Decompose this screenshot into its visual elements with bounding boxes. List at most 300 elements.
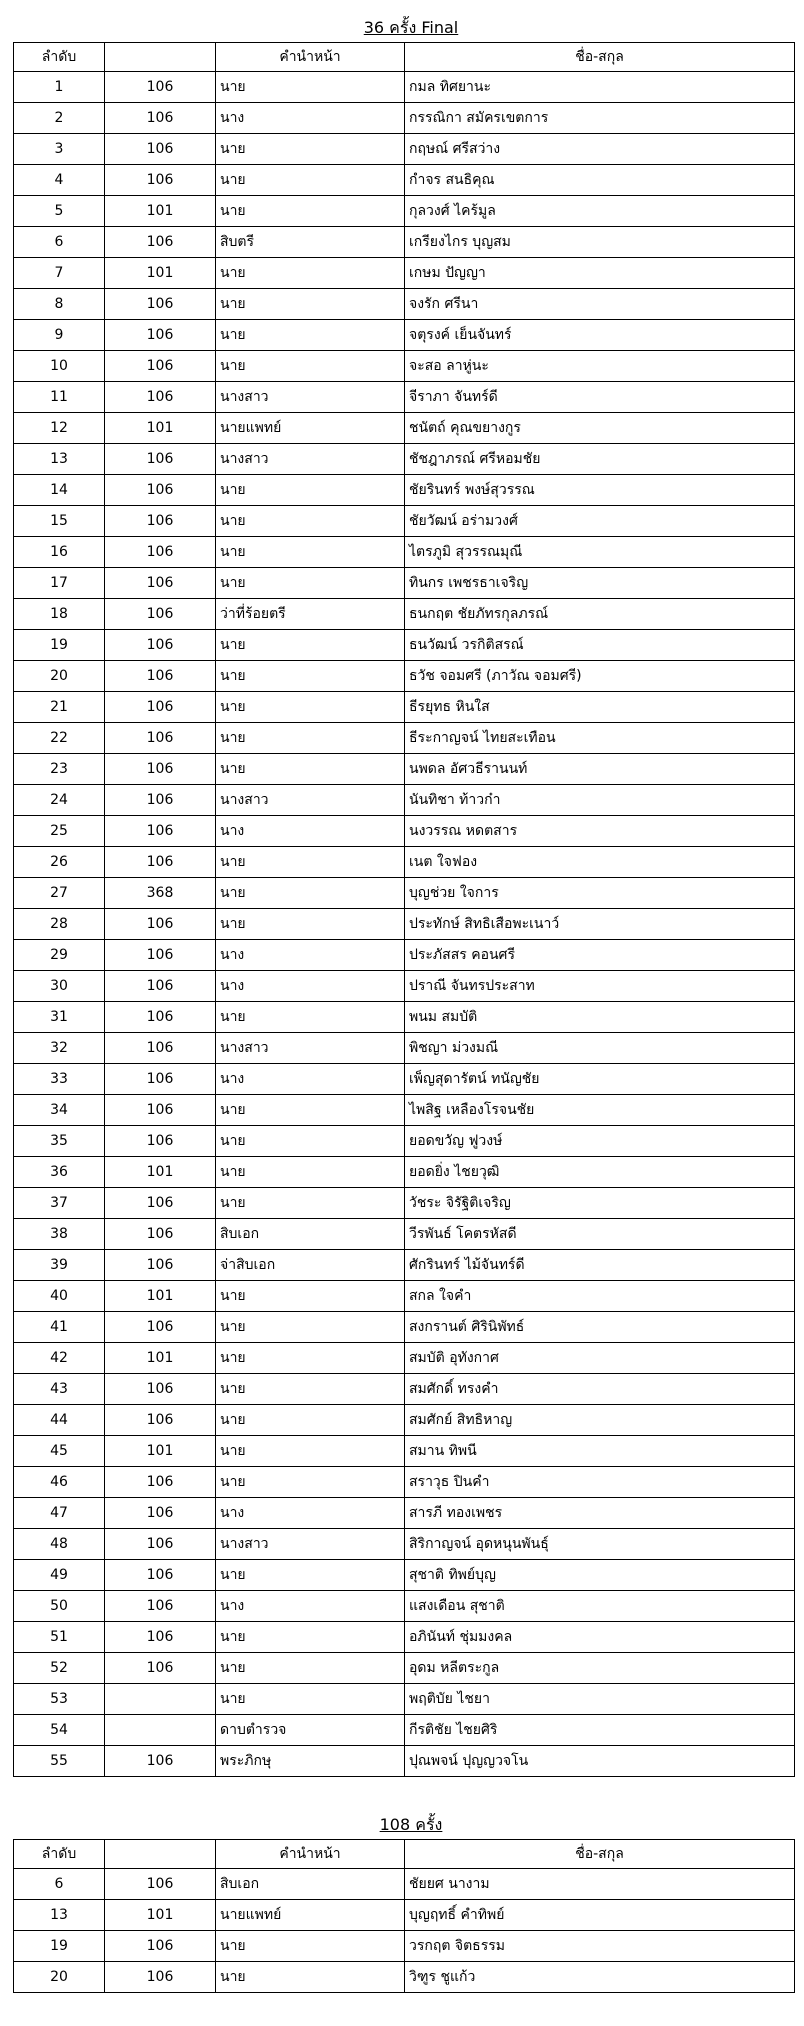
table-row: [14, 723, 795, 754]
row-prefix: นาย: [216, 692, 405, 723]
row-code: 106: [105, 661, 216, 692]
row-no: 12: [14, 413, 105, 444]
row-no: 8: [14, 289, 105, 320]
row-code: 106: [105, 1405, 216, 1436]
row-prefix: พระภิกษุ: [216, 1746, 405, 1777]
row-no: 6: [14, 227, 105, 258]
row-name: ไตรภูมิ สุวรรณมุณี: [405, 537, 795, 568]
row-prefix: นาง: [216, 940, 405, 971]
header-code: [105, 1840, 216, 1869]
row-code: 106: [105, 1064, 216, 1095]
section1-title: 36 ครั้ง Final: [363, 18, 459, 37]
row-no: 43: [14, 1374, 105, 1405]
row-name: ปราณี จันทรประสาท: [405, 971, 795, 1002]
section2-table: [13, 1839, 795, 1993]
row-no: 54: [14, 1715, 105, 1746]
row-prefix: นาย: [216, 1684, 405, 1715]
row-prefix: ดาบตำรวจ: [216, 1715, 405, 1746]
row-no: 46: [14, 1467, 105, 1498]
row-code: 106: [105, 1529, 216, 1560]
row-name: เกรียงไกร บุญสม: [405, 227, 795, 258]
row-no: 50: [14, 1591, 105, 1622]
row-code: 106: [105, 134, 216, 165]
row-prefix: นาย: [216, 475, 405, 506]
row-prefix: นาย: [216, 134, 405, 165]
row-prefix: นาย: [216, 754, 405, 785]
table-row: [14, 227, 795, 258]
row-prefix: นาย: [216, 1002, 405, 1033]
row-code: 106: [105, 537, 216, 568]
row-code: 106: [105, 1931, 216, 1962]
table-row: [14, 1436, 795, 1467]
row-prefix: นาย: [216, 196, 405, 227]
row-code: 106: [105, 1560, 216, 1591]
row-no: 27: [14, 878, 105, 909]
table-row: [14, 1405, 795, 1436]
row-prefix: นาง: [216, 1498, 405, 1529]
row-no: 14: [14, 475, 105, 506]
row-prefix: นาย: [216, 1931, 405, 1962]
row-name: สุชาติ ทิพย์บุญ: [405, 1560, 795, 1591]
row-prefix: นาย: [216, 909, 405, 940]
row-name: ยอดขวัญ ฟูวงษ์: [405, 1126, 795, 1157]
row-no: 19: [14, 1931, 105, 1962]
row-prefix: นางสาว: [216, 444, 405, 475]
table-row: [14, 599, 795, 630]
table-row: [14, 630, 795, 661]
row-name: วิฑูร ชูแก้ว: [405, 1962, 795, 1993]
row-prefix: นาย: [216, 1467, 405, 1498]
table-row: [14, 103, 795, 134]
table-row: [14, 816, 795, 847]
row-name: กุลวงศ์ ไคร้มูล: [405, 196, 795, 227]
row-name: บุญช่วย ใจการ: [405, 878, 795, 909]
row-code: 106: [105, 1653, 216, 1684]
row-name: พิชญา ม่วงมณี: [405, 1033, 795, 1064]
row-no: 26: [14, 847, 105, 878]
row-no: 25: [14, 816, 105, 847]
row-no: 35: [14, 1126, 105, 1157]
row-name: พฤติบัย ไชยา: [405, 1684, 795, 1715]
row-code: 106: [105, 1498, 216, 1529]
row-no: 10: [14, 351, 105, 382]
row-code: 106: [105, 1622, 216, 1653]
row-prefix: นาง: [216, 103, 405, 134]
row-code: 106: [105, 1126, 216, 1157]
section2-title: 108 ครั้ง: [379, 1815, 443, 1834]
table-row: [14, 940, 795, 971]
row-prefix: นาย: [216, 723, 405, 754]
table-row: [14, 1250, 795, 1281]
table-header-row: [14, 1840, 795, 1869]
table-row: [14, 165, 795, 196]
row-no: 20: [14, 1962, 105, 1993]
row-no: 29: [14, 940, 105, 971]
table-row: [14, 475, 795, 506]
row-prefix: นาย: [216, 1281, 405, 1312]
row-no: 24: [14, 785, 105, 816]
table-row: [14, 320, 795, 351]
row-name: ประทักษ์ สิทธิเสือพะเนาว์: [405, 909, 795, 940]
table-row: [14, 1033, 795, 1064]
row-code: 106: [105, 971, 216, 1002]
row-no: 36: [14, 1157, 105, 1188]
table-row: [14, 1869, 795, 1900]
row-no: 6: [14, 1869, 105, 1900]
row-code: 106: [105, 568, 216, 599]
table-row: [14, 1157, 795, 1188]
table-row: [14, 196, 795, 227]
table-row: [14, 847, 795, 878]
row-prefix: จ่าสิบเอก: [216, 1250, 405, 1281]
row-no: 28: [14, 909, 105, 940]
row-code: [105, 1715, 216, 1746]
header-no: ลำดับ: [14, 1840, 105, 1869]
table-row: [14, 1746, 795, 1777]
row-code: 106: [105, 320, 216, 351]
row-no: 9: [14, 320, 105, 351]
row-prefix: นางสาว: [216, 1529, 405, 1560]
row-name: ปุณพจน์ ปุญญวจโน: [405, 1746, 795, 1777]
table-row: [14, 1281, 795, 1312]
row-name: ชนัตถ์ คุณขยางกูร: [405, 413, 795, 444]
row-no: 2: [14, 103, 105, 134]
row-name: เนต ใจฟอง: [405, 847, 795, 878]
row-name: ศักรินทร์ ไม้จันทร์ดี: [405, 1250, 795, 1281]
row-prefix: นาย: [216, 165, 405, 196]
row-no: 1: [14, 72, 105, 103]
row-prefix: นาย: [216, 289, 405, 320]
row-prefix: นาย: [216, 537, 405, 568]
row-name: ทินกร เพชรธาเจริญ: [405, 568, 795, 599]
table-row: [14, 1900, 795, 1931]
table-row: [14, 1095, 795, 1126]
row-no: 45: [14, 1436, 105, 1467]
row-code: 106: [105, 1250, 216, 1281]
row-prefix: นาย: [216, 1188, 405, 1219]
row-prefix: นาย: [216, 630, 405, 661]
table-row: [14, 1591, 795, 1622]
row-code: 106: [105, 630, 216, 661]
table-row: [14, 1188, 795, 1219]
row-code: 106: [105, 754, 216, 785]
row-no: 13: [14, 444, 105, 475]
row-prefix: นาย: [216, 1157, 405, 1188]
row-name: ธนวัฒน์ วรกิติสรณ์: [405, 630, 795, 661]
row-no: 22: [14, 723, 105, 754]
row-prefix: นาย: [216, 568, 405, 599]
row-code: 106: [105, 227, 216, 258]
header-prefix: คำนำหน้า: [216, 43, 405, 72]
row-code: 106: [105, 692, 216, 723]
row-prefix: นาย: [216, 878, 405, 909]
row-no: 16: [14, 537, 105, 568]
row-prefix: นางสาว: [216, 382, 405, 413]
table-row: [14, 444, 795, 475]
section1-body: [14, 72, 795, 1777]
row-prefix: นาย: [216, 1343, 405, 1374]
row-prefix: นาย: [216, 1095, 405, 1126]
row-name: ชัยยศ นางาม: [405, 1869, 795, 1900]
header-code: [105, 43, 216, 72]
row-name: ธนกฤต ชัยภัทรกุลภรณ์: [405, 599, 795, 630]
row-no: 38: [14, 1219, 105, 1250]
row-name: เพ็ญสุดารัตน์ ทนัญชัย: [405, 1064, 795, 1095]
row-no: 39: [14, 1250, 105, 1281]
table-row: [14, 1498, 795, 1529]
row-prefix: สิบเอก: [216, 1219, 405, 1250]
row-no: 11: [14, 382, 105, 413]
row-code: 368: [105, 878, 216, 909]
row-no: 51: [14, 1622, 105, 1653]
row-prefix: นาย: [216, 661, 405, 692]
table-row: [14, 661, 795, 692]
row-name: ไพสิฐ เหลืองโรจนชัย: [405, 1095, 795, 1126]
row-prefix: นาย: [216, 351, 405, 382]
row-no: 3: [14, 134, 105, 165]
row-prefix: นาง: [216, 1064, 405, 1095]
row-prefix: นาง: [216, 971, 405, 1002]
row-no: 19: [14, 630, 105, 661]
row-name: วรกฤต จิตธรรม: [405, 1931, 795, 1962]
row-name: พนม สมบัติ: [405, 1002, 795, 1033]
row-code: 106: [105, 72, 216, 103]
row-name: กรรณิกา สมัครเขตการ: [405, 103, 795, 134]
row-prefix: นายแพทย์: [216, 413, 405, 444]
row-prefix: นาย: [216, 1405, 405, 1436]
header-name: ชื่อ-สกุล: [405, 43, 795, 72]
row-code: 106: [105, 940, 216, 971]
section2-body: [14, 1869, 795, 1993]
row-code: 106: [105, 1962, 216, 1993]
row-no: 52: [14, 1653, 105, 1684]
row-code: 106: [105, 785, 216, 816]
row-name: กฤษณ์ ศรีสว่าง: [405, 134, 795, 165]
row-name: ชัชฎาภรณ์ ศรีหอมชัย: [405, 444, 795, 475]
row-prefix: ว่าที่ร้อยตรี: [216, 599, 405, 630]
table-row: [14, 258, 795, 289]
table-row: [14, 1219, 795, 1250]
row-code: 101: [105, 1157, 216, 1188]
row-prefix: นาง: [216, 1591, 405, 1622]
table-row: [14, 878, 795, 909]
table-row: [14, 692, 795, 723]
row-code: 101: [105, 1900, 216, 1931]
row-code: 106: [105, 1746, 216, 1777]
row-no: 15: [14, 506, 105, 537]
row-code: 106: [105, 103, 216, 134]
row-code: 106: [105, 289, 216, 320]
row-name: แสงเดือน สุชาติ: [405, 1591, 795, 1622]
row-name: ชัยรินทร์ พงษ์สุวรรณ: [405, 475, 795, 506]
row-prefix: นาย: [216, 506, 405, 537]
row-name: จงรัก ศรีนา: [405, 289, 795, 320]
row-no: 34: [14, 1095, 105, 1126]
table-row: [14, 568, 795, 599]
row-code: 106: [105, 506, 216, 537]
row-name: ยอดยิ่ง ไชยวุฒิ: [405, 1157, 795, 1188]
row-name: ชัยวัฒน์ อร่ามวงศ์: [405, 506, 795, 537]
row-code: 106: [105, 1033, 216, 1064]
row-name: กีรติชัย ไชยศิริ: [405, 1715, 795, 1746]
table-row: [14, 1002, 795, 1033]
row-no: 44: [14, 1405, 105, 1436]
table-row: [14, 506, 795, 537]
row-prefix: นาง: [216, 816, 405, 847]
row-prefix: นางสาว: [216, 1033, 405, 1064]
table-row: [14, 537, 795, 568]
row-no: 30: [14, 971, 105, 1002]
row-code: 106: [105, 1591, 216, 1622]
row-name: สงกรานต์ ศิรินิพัทธ์: [405, 1312, 795, 1343]
table-row: [14, 1374, 795, 1405]
table-row: [14, 1064, 795, 1095]
row-name: สิริกาญจน์ อุดหนุนพันธุ์: [405, 1529, 795, 1560]
header-name: ชื่อ-สกุล: [405, 1840, 795, 1869]
table-row: [14, 1312, 795, 1343]
row-name: จตุรงค์ เย็นจันทร์: [405, 320, 795, 351]
table-row: [14, 1962, 795, 1993]
row-prefix: นาย: [216, 72, 405, 103]
row-prefix: นาย: [216, 847, 405, 878]
row-no: 37: [14, 1188, 105, 1219]
row-name: วีรพันธ์ โคตรหัสดี: [405, 1219, 795, 1250]
table-row: [14, 1684, 795, 1715]
row-code: 101: [105, 1436, 216, 1467]
table-row: [14, 382, 795, 413]
row-name: วัชระ จิรัฐิติเจริญ: [405, 1188, 795, 1219]
row-name: นพดล อัศวธีรานนท์: [405, 754, 795, 785]
row-code: 106: [105, 1312, 216, 1343]
row-code: 101: [105, 196, 216, 227]
row-no: 5: [14, 196, 105, 227]
row-name: ธีระกาญจน์ ไทยสะเทือน: [405, 723, 795, 754]
row-code: 101: [105, 1281, 216, 1312]
row-name: สารภี ทองเพชร: [405, 1498, 795, 1529]
row-prefix: นาย: [216, 1374, 405, 1405]
row-prefix: นาย: [216, 320, 405, 351]
row-no: 49: [14, 1560, 105, 1591]
table-row: [14, 1715, 795, 1746]
row-code: 101: [105, 1343, 216, 1374]
row-name: อภินันท์ ชุ่มมงคล: [405, 1622, 795, 1653]
table-row: [14, 289, 795, 320]
row-name: ประภัสสร คอนศรี: [405, 940, 795, 971]
row-code: 106: [105, 1188, 216, 1219]
row-code: 106: [105, 1095, 216, 1126]
row-no: 17: [14, 568, 105, 599]
row-prefix: นาย: [216, 258, 405, 289]
row-no: 7: [14, 258, 105, 289]
row-name: กมล ทิศยานะ: [405, 72, 795, 103]
row-name: ธีรยุทธ หินใส: [405, 692, 795, 723]
row-code: 106: [105, 909, 216, 940]
row-code: 106: [105, 165, 216, 196]
table-row: [14, 1622, 795, 1653]
row-name: อุดม หลีตระกูล: [405, 1653, 795, 1684]
row-code: 106: [105, 599, 216, 630]
table-row: [14, 1126, 795, 1157]
table-row: [14, 1653, 795, 1684]
table-header-row: [14, 43, 795, 72]
table-row: [14, 1560, 795, 1591]
row-code: 106: [105, 1374, 216, 1405]
row-code: 106: [105, 382, 216, 413]
row-name: สราวุธ ปินคำ: [405, 1467, 795, 1498]
row-no: 4: [14, 165, 105, 196]
table-row: [14, 413, 795, 444]
table-row: [14, 909, 795, 940]
row-name: เกษม ปัญญา: [405, 258, 795, 289]
table-row: [14, 1931, 795, 1962]
row-no: 32: [14, 1033, 105, 1064]
row-no: 31: [14, 1002, 105, 1033]
row-name: สกล ใจคำ: [405, 1281, 795, 1312]
row-code: [105, 1684, 216, 1715]
row-prefix: นาย: [216, 1126, 405, 1157]
table-row: [14, 785, 795, 816]
row-code: 106: [105, 1002, 216, 1033]
row-name: นงวรรณ หดตสาร: [405, 816, 795, 847]
row-code: 106: [105, 723, 216, 754]
row-code: 106: [105, 847, 216, 878]
row-no: 53: [14, 1684, 105, 1715]
row-prefix: นาย: [216, 1560, 405, 1591]
row-no: 40: [14, 1281, 105, 1312]
row-name: สมาน ทิพนี: [405, 1436, 795, 1467]
row-name: บุญฤทธิ์ คำทิพย์: [405, 1900, 795, 1931]
row-prefix: นาย: [216, 1653, 405, 1684]
table-row: [14, 1467, 795, 1498]
row-name: จะสอ ลาหู่นะ: [405, 351, 795, 382]
row-prefix: สิบเอก: [216, 1869, 405, 1900]
row-name: นันทิชา ท้าวก๋า: [405, 785, 795, 816]
row-name: กำจร สนธิคุณ: [405, 165, 795, 196]
row-no: 47: [14, 1498, 105, 1529]
table-row: [14, 72, 795, 103]
row-name: สมบัติ อุทังกาศ: [405, 1343, 795, 1374]
row-no: 48: [14, 1529, 105, 1560]
table-row: [14, 754, 795, 785]
row-prefix: นางสาว: [216, 785, 405, 816]
row-code: 106: [105, 1467, 216, 1498]
row-name: จีราภา จันทร์ดี: [405, 382, 795, 413]
row-prefix: นาย: [216, 1436, 405, 1467]
row-code: 106: [105, 1869, 216, 1900]
row-code: 106: [105, 444, 216, 475]
row-code: 106: [105, 816, 216, 847]
row-no: 42: [14, 1343, 105, 1374]
row-no: 41: [14, 1312, 105, 1343]
row-no: 20: [14, 661, 105, 692]
row-prefix: นาย: [216, 1312, 405, 1343]
row-name: ธวัช จอมศรี (ภาวัณ จอมศรี): [405, 661, 795, 692]
section1-table: [13, 42, 795, 1777]
row-code: 106: [105, 351, 216, 382]
row-prefix: สิบตรี: [216, 227, 405, 258]
table-row: [14, 1529, 795, 1560]
row-code: 101: [105, 258, 216, 289]
table-row: [14, 971, 795, 1002]
header-no: ลำดับ: [14, 43, 105, 72]
row-code: 106: [105, 475, 216, 506]
row-no: 33: [14, 1064, 105, 1095]
row-code: 101: [105, 413, 216, 444]
row-no: 13: [14, 1900, 105, 1931]
row-no: 18: [14, 599, 105, 630]
row-no: 23: [14, 754, 105, 785]
row-no: 55: [14, 1746, 105, 1777]
